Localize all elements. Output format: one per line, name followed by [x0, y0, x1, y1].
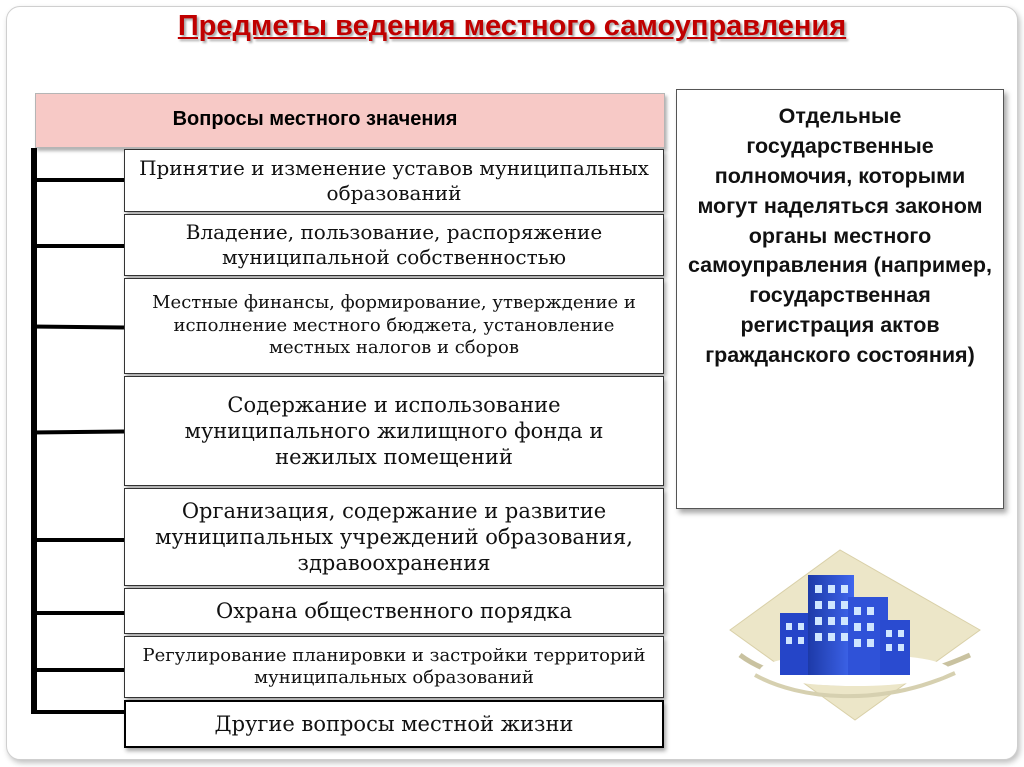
- list-item: Другие вопросы местной жизни: [124, 700, 664, 748]
- connector-rung: [31, 710, 124, 714]
- city-buildings-icon: [720, 535, 990, 735]
- header-label: Вопросы местного значения: [172, 108, 458, 130]
- connector-rung: [31, 611, 124, 615]
- connector-rung: [31, 668, 124, 672]
- page-title: Предметы ведения местного самоуправления: [177, 10, 847, 42]
- connector-rung: [31, 538, 124, 542]
- list-item: Местные финансы, формирование, утверждение и исполнение местного бюджета, установление местных налогов и сборов: [124, 278, 664, 374]
- list-item: Организация, содержание и развитие муниципальных учреждений образования, здравоохранения: [124, 488, 664, 586]
- connector-rung: [31, 244, 124, 248]
- connector-rung: [31, 178, 124, 182]
- list-item: Охрана общественного порядка: [124, 588, 664, 634]
- list-item: Владение, пользование, распоряжение муниципальной собственностью: [124, 214, 664, 276]
- list-item: Содержание и использование муниципального жилищного фонда и нежилых помещений: [124, 376, 664, 486]
- side-note: Отдельные государственные полномочия, которыми могут наделяться законом органы местного самоуправления (например, государственная регистрация актов гражданского состояния): [676, 89, 1004, 509]
- list-item: Регулирование планировки и застройки территорий муниципальных образований: [124, 636, 664, 698]
- list-item: Принятие и изменение уставов муниципальных образований: [124, 149, 664, 212]
